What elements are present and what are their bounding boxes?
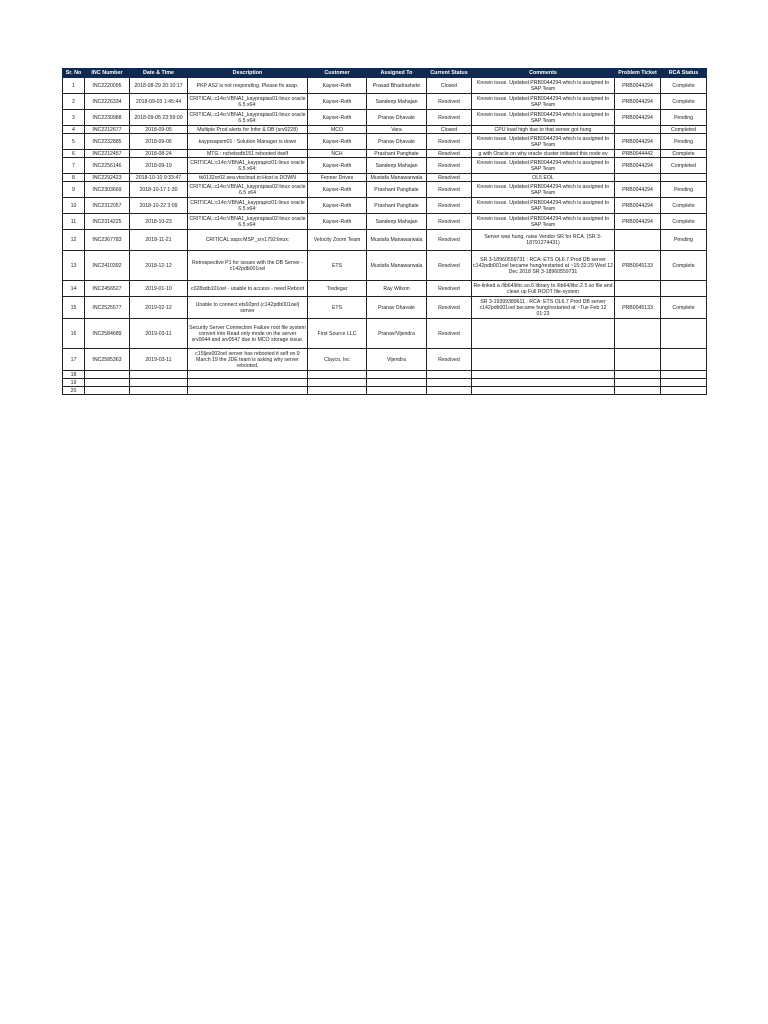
cell-customer[interactable]: Kayser-Roth: [308, 134, 367, 150]
cell-inc-number[interactable]: INC2220095: [85, 78, 130, 94]
cell-date-time[interactable]: 2018-09-19: [130, 158, 188, 174]
cell-date-time[interactable]: 2018-09-05 23:59:00: [130, 110, 188, 126]
cell-date-time[interactable]: 2019-02-12: [130, 297, 188, 319]
table-row[interactable]: [63, 281, 707, 297]
cell-rca-status[interactable]: Pending: [661, 134, 707, 150]
cell-assigned-to[interactable]: Vara: [367, 126, 427, 134]
cell-rca-status[interactable]: Complete: [661, 251, 707, 281]
cell-customer[interactable]: Kayser-Roth: [308, 158, 367, 174]
cell-sr-no[interactable]: 4: [63, 126, 85, 134]
header-row: [63, 69, 707, 78]
cell-rca-status[interactable]: Complete: [661, 297, 707, 319]
cell-customer[interactable]: Fenner Drives: [308, 174, 367, 182]
cell-rca-status[interactable]: Pending: [661, 182, 707, 198]
cell-date-time[interactable]: 2018-11-21: [130, 230, 188, 251]
cell-customer[interactable]: Kayser-Roth: [308, 94, 367, 110]
cell-sr-no[interactable]: 3: [63, 110, 85, 126]
cell-description[interactable]: CRITICAL:c14o:VBNA1_kayprapias02:linux oracle 6.5 x64: [189, 183, 306, 196]
cell-inc-number[interactable]: INC2292423: [85, 174, 130, 182]
cell-description[interactable]: CRITICAL:c14o:VBNA1_kayprapias01:linux oracle 6.5 x64:: [189, 95, 306, 108]
cell-inc-number[interactable]: INC2232885: [85, 134, 130, 150]
cell-rca-status[interactable]: [661, 319, 707, 349]
cell-current-status[interactable]: Resolved: [427, 134, 472, 150]
cell-problem-ticket[interactable]: PRB0044294: [615, 94, 661, 110]
cell-sr-no[interactable]: 8: [63, 174, 85, 182]
cell-comments[interactable]: Known issue. Updated PRB0044294 which is assigned to SAP Team: [472, 110, 615, 126]
cell-inc-number[interactable]: INC2212677: [85, 126, 130, 134]
cell-comments[interactable]: SR 3-19399389611 : RCA: ETS OL6.7 Prod DB server c142pdb001oel became hung/restarted at ~Tue Feb 12 01:23: [472, 297, 615, 319]
table-row[interactable]: [63, 94, 707, 110]
cell-rca-status[interactable]: Pending: [661, 110, 707, 126]
cell-assigned-to[interactable]: Pranav Dhavale: [367, 134, 427, 150]
cell-sr-no[interactable]: 16: [63, 319, 85, 349]
cell-date-time[interactable]: 2018-10-17 1:30: [130, 182, 188, 198]
cell-date-time[interactable]: 2018-09-05: [130, 126, 188, 134]
cell-date-time[interactable]: 2018-12-12: [130, 251, 188, 281]
cell-rca-status[interactable]: Complete: [661, 78, 707, 94]
cell-problem-ticket[interactable]: [615, 387, 661, 395]
cell-customer[interactable]: ETS: [308, 251, 367, 281]
cell-sr-no[interactable]: 1: [63, 78, 85, 94]
table-row[interactable]: [63, 126, 707, 134]
cell-date-time[interactable]: [130, 379, 188, 387]
cell-comments[interactable]: [472, 319, 615, 349]
cell-current-status[interactable]: Resolved: [427, 349, 472, 371]
cell-description[interactable]: Unable to connect ets92prd (c142pdb001oel) server: [188, 297, 308, 319]
cell-inc-number[interactable]: INC2410392: [85, 251, 130, 281]
cell-sr-no[interactable]: 13: [63, 251, 85, 281]
cell-sr-no[interactable]: 2: [63, 94, 85, 110]
cell-customer[interactable]: First Source LLC: [308, 319, 367, 349]
cell-inc-number[interactable]: INC2314225: [85, 214, 130, 230]
cell-date-time[interactable]: 2019-03-11: [130, 319, 188, 349]
cell-description[interactable]: CRITICAL:c14o:VBNA1_kayprapias01:linux oracle 6.5 x64:: [189, 111, 306, 124]
cell-sr-no[interactable]: 9: [63, 182, 85, 198]
cell-inc-number[interactable]: INC2212457: [85, 150, 130, 158]
cell-problem-ticket[interactable]: [615, 126, 661, 134]
cell-date-time[interactable]: 2018-09-03 1:45:44: [130, 94, 188, 110]
cell-date-time[interactable]: [130, 371, 188, 379]
cell-assigned-to[interactable]: Prashant Panghate: [367, 198, 427, 214]
cell-customer[interactable]: Kayser-Roth: [308, 78, 367, 94]
cell-description[interactable]: kayprsapsm01 : Solution Manager is down: [188, 134, 308, 150]
cell-rca-status[interactable]: Complete: [661, 198, 707, 214]
cell-problem-ticket[interactable]: PRB0045133: [615, 251, 661, 281]
cell-inc-number[interactable]: [85, 387, 130, 395]
cell-inc-number[interactable]: INC2256146: [85, 158, 130, 174]
cell-rca-status[interactable]: Completed: [661, 126, 707, 134]
cell-assigned-to[interactable]: Prashant Panghate: [367, 182, 427, 198]
cell-problem-ticket[interactable]: PRB0044294: [615, 134, 661, 150]
cell-rca-status[interactable]: [661, 281, 707, 297]
cell-comments[interactable]: OL5 EOL: [472, 174, 615, 182]
cell-customer[interactable]: Clayco, Inc: [308, 349, 367, 371]
cell-customer[interactable]: [308, 371, 367, 379]
table-row[interactable]: [63, 230, 707, 251]
cell-description[interactable]: c15ljes002oel server has rebooted it self on 9 March 19 the JDE team is asking why server rebooted.: [188, 349, 308, 371]
col-header-problem-ticket[interactable]: Problem Ticket: [615, 69, 661, 78]
cell-problem-ticket[interactable]: [615, 349, 661, 371]
cell-sr-no[interactable]: 5: [63, 134, 85, 150]
cell-rca-status[interactable]: [661, 379, 707, 387]
table-row[interactable]: [63, 319, 707, 349]
cell-problem-ticket[interactable]: [615, 230, 661, 251]
cell-assigned-to[interactable]: Pranav/Vijendra: [367, 319, 427, 349]
cell-comments[interactable]: Known issue. Updated PRB0044294 which is assigned to SAP Team: [472, 134, 615, 150]
cell-sr-no[interactable]: 6: [63, 150, 85, 158]
cell-current-status[interactable]: Resolved: [427, 251, 472, 281]
cell-inc-number[interactable]: INC2367783: [85, 230, 130, 251]
cell-customer[interactable]: Velocity Zoom Team: [308, 230, 367, 251]
cell-assigned-to[interactable]: Mustafa Manawarwala: [367, 174, 427, 182]
cell-rca-status[interactable]: Complete: [661, 94, 707, 110]
incident-table: [62, 68, 707, 395]
cell-sr-no[interactable]: 11: [63, 214, 85, 230]
table-row[interactable]: [63, 371, 707, 379]
cell-problem-ticket[interactable]: PRB0044294: [615, 78, 661, 94]
cell-rca-status[interactable]: Completed: [661, 158, 707, 174]
cell-customer[interactable]: Tredegar: [308, 281, 367, 297]
cell-assigned-to[interactable]: [367, 387, 427, 395]
cell-inc-number[interactable]: INC2585363: [85, 349, 130, 371]
cell-assigned-to[interactable]: Mustafa Manawarwala: [367, 230, 427, 251]
cell-assigned-to[interactable]: Prasad Bhadrashete: [367, 78, 427, 94]
cell-sr-no[interactable]: 14: [63, 281, 85, 297]
cell-date-time[interactable]: 2018-10-23: [130, 214, 188, 230]
cell-problem-ticket[interactable]: [615, 379, 661, 387]
cell-date-time[interactable]: 2018-08-24: [130, 150, 188, 158]
cell-problem-ticket[interactable]: PRB0044442: [615, 150, 661, 158]
cell-description[interactable]: Multiple Prod alerts for Infor & DB (srv0228): [188, 126, 308, 134]
cell-sr-no[interactable]: 19: [63, 379, 85, 387]
table-row[interactable]: [63, 182, 707, 198]
cell-rca-status[interactable]: [661, 349, 707, 371]
cell-assigned-to[interactable]: Ray Wilson: [367, 281, 427, 297]
cell-description[interactable]: CRITICAL:c14o:VBNA1_kayprapias02:linux oracle 6.5 x64:: [189, 215, 306, 228]
col-header-customer[interactable]: Customer: [308, 69, 367, 78]
cell-current-status[interactable]: Resolved: [427, 174, 472, 182]
table-row[interactable]: [63, 158, 707, 174]
cell-sr-no[interactable]: 10: [63, 198, 85, 214]
cell-current-status[interactable]: Resolved: [427, 182, 472, 198]
cell-comments[interactable]: Known issue. Updated PRB0044294 which is assigned to SAP Team: [472, 182, 615, 198]
table-row[interactable]: [63, 110, 707, 126]
cell-problem-ticket[interactable]: PRB0044294: [615, 110, 661, 126]
cell-current-status[interactable]: Resolved: [427, 94, 472, 110]
cell-comments[interactable]: [472, 371, 615, 379]
cell-comments[interactable]: SR 3-18960559731 : RCA: ETS OL6.7 Prod DB server c142pdb001oel became hung/restarted at ~15:32:29 Wed 12 Dec 2018 SR 3-18960559731: [472, 251, 615, 281]
cell-comments[interactable]: CPU load high due to that server got hung: [472, 126, 615, 134]
cell-comments[interactable]: Re-linked a /lib64/libc.so.6 library to /lib64/libc-2.5.so file and clean up Full ROOT file-system: [472, 281, 615, 297]
cell-current-status[interactable]: Resolved: [427, 297, 472, 319]
table-row[interactable]: [63, 174, 707, 182]
cell-assigned-to[interactable]: Prashant Panghate: [367, 150, 427, 158]
table-row[interactable]: [63, 150, 707, 158]
cell-problem-ticket[interactable]: PRB0044294: [615, 214, 661, 230]
cell-description[interactable]: Retrospective P1 for issues with the DB Server - c142pdb001oel: [188, 251, 308, 281]
cell-comments[interactable]: Known issue. Updated PRB0044294 which is assigned to SAP Team: [472, 78, 615, 94]
cell-customer[interactable]: Kayser-Roth: [308, 110, 367, 126]
cell-inc-number[interactable]: INC2303669: [85, 182, 130, 198]
cell-inc-number[interactable]: INC2230988: [85, 110, 130, 126]
cell-problem-ticket[interactable]: [615, 281, 661, 297]
table-row[interactable]: [63, 349, 707, 371]
table-row[interactable]: [63, 379, 707, 387]
cell-sr-no[interactable]: 17: [63, 349, 85, 371]
cell-problem-ticket[interactable]: [615, 174, 661, 182]
cell-current-status[interactable]: Resolved: [427, 214, 472, 230]
cell-comments[interactable]: Known issue. Updated PRB0044294 which is assigned to SAP Team: [472, 94, 615, 110]
cell-problem-ticket[interactable]: PRB0044294: [615, 198, 661, 214]
cell-inc-number[interactable]: INC2226334: [85, 94, 130, 110]
cell-rca-status[interactable]: [661, 387, 707, 395]
cell-comments[interactable]: g with Oracle on why oracle cluster initiated this node ev: [472, 150, 615, 158]
cell-customer[interactable]: Kayser-Roth: [308, 198, 367, 214]
cell-sr-no[interactable]: 15: [63, 297, 85, 319]
cell-date-time[interactable]: 2018-09-06: [130, 134, 188, 150]
cell-inc-number[interactable]: INC2312057: [85, 198, 130, 214]
cell-inc-number[interactable]: [85, 379, 130, 387]
cell-rca-status[interactable]: [661, 371, 707, 379]
cell-problem-ticket[interactable]: [615, 371, 661, 379]
cell-current-status[interactable]: Resolved: [427, 281, 472, 297]
cell-assigned-to[interactable]: [367, 379, 427, 387]
cell-description[interactable]: MTG : nchebsdb151 rebooted itself: [188, 150, 308, 158]
cell-sr-no[interactable]: 20: [63, 387, 85, 395]
cell-date-time[interactable]: [130, 387, 188, 395]
cell-assigned-to[interactable]: Mustafa Manawarwala: [367, 251, 427, 281]
cell-sr-no[interactable]: 12: [63, 230, 85, 251]
cell-comments[interactable]: Server was hung, raise Vendor SR for RCA. (SR 3-18791274431): [472, 230, 615, 251]
cell-description[interactable]: c028sdb101oel - unable to access - need Reboot: [188, 281, 308, 297]
cell-assigned-to[interactable]: Vijendra: [367, 349, 427, 371]
cell-date-time[interactable]: 2019-03-11: [130, 349, 188, 371]
cell-customer[interactable]: [308, 379, 367, 387]
cell-current-status[interactable]: Closed: [427, 126, 472, 134]
cell-comments[interactable]: [472, 387, 615, 395]
cell-sr-no[interactable]: 18: [63, 371, 85, 379]
cell-description[interactable]: PKP AS2 is not responding. Please fix asap.: [188, 78, 308, 94]
cell-inc-number[interactable]: INC2584689: [85, 319, 130, 349]
cell-current-status[interactable]: [427, 387, 472, 395]
cell-description[interactable]: tk0132or02.sea.vtscloud.io:Host is DOWN: [188, 174, 308, 182]
table-row[interactable]: [63, 198, 707, 214]
cell-inc-number[interactable]: [85, 371, 130, 379]
cell-description[interactable]: CRITICAL:c14o:VBNA1_kayprapici01:linux oracle 6.5 x64:: [188, 198, 308, 214]
table-row[interactable]: [63, 134, 707, 150]
cell-problem-ticket[interactable]: PRB0044294: [615, 182, 661, 198]
cell-current-status[interactable]: Resolved: [427, 319, 472, 349]
cell-customer[interactable]: ETS: [308, 297, 367, 319]
cell-current-status[interactable]: Resolved: [427, 150, 472, 158]
cell-comments[interactable]: [472, 349, 615, 371]
cell-current-status[interactable]: [427, 371, 472, 379]
cell-rca-status[interactable]: [661, 174, 707, 182]
table-row[interactable]: [63, 78, 707, 94]
cell-customer[interactable]: [308, 387, 367, 395]
table-row[interactable]: [63, 251, 707, 281]
cell-sr-no[interactable]: 7: [63, 158, 85, 174]
cell-assigned-to[interactable]: Pranav Dhavale: [367, 110, 427, 126]
col-header-date-time[interactable]: Date & Time: [130, 69, 188, 78]
cell-description[interactable]: Security Server Connection Failure root file system convert into Read only mode on the server srv0044 and srv0547 due to MCO storage issue.: [188, 319, 308, 349]
cell-assigned-to[interactable]: Pranav Dhavale: [367, 297, 427, 319]
cell-current-status[interactable]: Resolved: [427, 110, 472, 126]
cell-current-status[interactable]: Closed: [427, 78, 472, 94]
cell-description[interactable]: [188, 387, 308, 395]
col-header-current-status[interactable]: Current Status: [427, 69, 472, 78]
col-header-sr-no[interactable]: Sr. No: [63, 69, 85, 78]
col-header-description[interactable]: Description: [188, 69, 308, 78]
cell-inc-number[interactable]: INC2525577: [85, 297, 130, 319]
cell-assigned-to[interactable]: Sandeep Mahajan: [367, 94, 427, 110]
cell-description[interactable]: CRITICAL:asps:MSP_srv1792:linux:: [188, 230, 308, 251]
cell-customer[interactable]: MCO: [308, 126, 367, 134]
incident-sheet: [62, 68, 707, 395]
cell-current-status[interactable]: Resolved: [427, 198, 472, 214]
cell-comments[interactable]: Known issue. Updated PRB0044294 which is assigned to SAP Team: [472, 214, 615, 230]
table-row[interactable]: [63, 387, 707, 395]
cell-date-time[interactable]: 2018-10-10 9:33:47: [130, 174, 188, 182]
cell-problem-ticket[interactable]: [615, 319, 661, 349]
cell-rca-status[interactable]: Complete: [661, 150, 707, 158]
cell-current-status[interactable]: Resolved: [427, 158, 472, 174]
cell-date-time[interactable]: 2018-10-22 3:09: [130, 198, 188, 214]
table-row[interactable]: [63, 214, 707, 230]
cell-description[interactable]: CRITICAL:c14o:VBNA1_kayprapici01:linux oracle 6.5 x64:: [188, 158, 308, 174]
cell-assigned-to[interactable]: Sandeep Mahajan: [367, 158, 427, 174]
cell-inc-number[interactable]: INC2456527: [85, 281, 130, 297]
cell-problem-ticket[interactable]: PRB0044294: [615, 158, 661, 174]
cell-customer[interactable]: Kayser-Roth: [308, 182, 367, 198]
cell-comments[interactable]: Known issue. Updated PRB0044294 which is assigned to SAP Team: [472, 158, 615, 174]
cell-comments[interactable]: Known issue. Updated PRB0044294 which is assigned to SAP Team: [472, 198, 615, 214]
cell-description[interactable]: [188, 379, 308, 387]
cell-current-status[interactable]: [427, 379, 472, 387]
cell-assigned-to[interactable]: Sandeep Mahajan: [367, 214, 427, 230]
cell-description[interactable]: [188, 371, 308, 379]
cell-rca-status[interactable]: Complete: [661, 214, 707, 230]
col-header-assigned-to[interactable]: Assigned To: [367, 69, 427, 78]
cell-date-time[interactable]: 2018-08-29 20:10:17: [130, 78, 188, 94]
col-header-comments[interactable]: Comments: [472, 69, 615, 78]
cell-rca-status[interactable]: Pending: [661, 230, 707, 251]
cell-date-time[interactable]: 2019-01-10: [130, 281, 188, 297]
cell-current-status[interactable]: Resolved: [427, 230, 472, 251]
cell-customer[interactable]: NCH: [308, 150, 367, 158]
table-row[interactable]: [63, 297, 707, 319]
cell-comments[interactable]: [472, 379, 615, 387]
cell-assigned-to[interactable]: [367, 371, 427, 379]
col-header-rca-status[interactable]: RCA Status: [661, 69, 707, 78]
col-header-inc-number[interactable]: INC Number: [85, 69, 130, 78]
cell-problem-ticket[interactable]: PRB0045133: [615, 297, 661, 319]
cell-customer[interactable]: Kayser-Roth: [308, 214, 367, 230]
